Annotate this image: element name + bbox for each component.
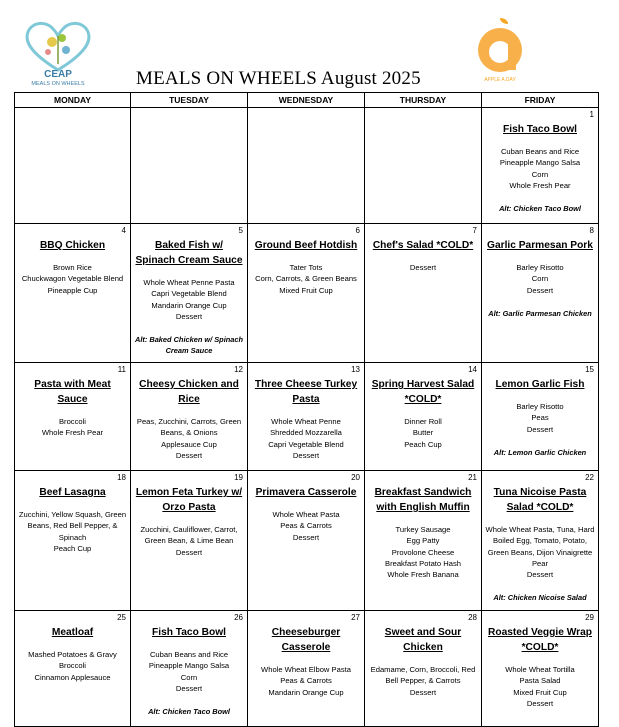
- ceap-logo: [18, 12, 98, 92]
- meal-title: Lemon Garlic Fish: [495, 379, 585, 390]
- day-number: 4: [121, 226, 126, 235]
- day-cell: [365, 224, 482, 363]
- side-item: Dessert: [526, 570, 554, 580]
- side-item: Shredded Mozzarella: [270, 428, 342, 438]
- ceap-logo-name: CEAP: [44, 69, 72, 80]
- day-header-wednesday: WEDNESDAY: [248, 93, 365, 108]
- day-number: 5: [238, 226, 243, 235]
- side-item: Provolone Cheese: [391, 547, 455, 557]
- meal-title: Pasta with Meat Sauce: [34, 379, 111, 405]
- day-cell: [248, 611, 365, 727]
- side-item: Dessert: [175, 311, 203, 321]
- side-item: Corn: [531, 274, 549, 284]
- day-number: 29: [585, 613, 594, 622]
- meal-title: Lemon Feta Turkey w/ Orzo Pasta: [135, 487, 243, 513]
- day-cell: [15, 471, 131, 611]
- side-item: Pineapple Cup: [47, 285, 98, 295]
- day-header-tuesday: TUESDAY: [131, 93, 248, 108]
- meal-title: Sweet and Sour Chicken: [384, 627, 462, 653]
- day-number: 11: [117, 365, 126, 374]
- side-item: Peach Cup: [53, 543, 92, 553]
- meal-title: Primavera Casserole: [255, 487, 357, 498]
- side-item: Zucchini, Yellow Squash, Green Beans, Red Bell Pepper, & Spinach: [18, 510, 127, 542]
- side-item: Dessert: [175, 683, 203, 693]
- side-item: Whole Wheat Penne Pasta: [143, 278, 235, 287]
- side-item: Edamame, Corn, Broccoli, Red Bell Pepper, & Carrots: [370, 665, 476, 686]
- day-cell: [131, 611, 248, 727]
- side-item: Peach Cup: [404, 439, 442, 449]
- meal-title: Fish Taco Bowl: [503, 124, 577, 135]
- side-item: Chuckwagon Vegetable Blend: [21, 274, 124, 284]
- side-item: Whole Fresh Pear: [509, 180, 571, 190]
- side-item: Brown Rice: [53, 263, 92, 272]
- day-number: 18: [117, 473, 126, 482]
- side-item: Tater Tots: [289, 263, 323, 272]
- meal-title: Cheesy Chicken and Rice: [139, 379, 239, 405]
- ceap-logo-line: MEALS ON WHEELS: [31, 81, 85, 87]
- day-cell: [15, 611, 131, 727]
- meal-title: Garlic Parmesan Pork: [487, 240, 593, 251]
- side-item: Dessert: [526, 285, 554, 295]
- week-row: [15, 611, 599, 727]
- side-item: Whole Wheat Tortilla: [505, 665, 575, 674]
- side-item: Dessert: [292, 450, 320, 460]
- week-row: [15, 471, 599, 611]
- day-number: 26: [234, 613, 243, 622]
- day-cell: [131, 108, 248, 224]
- side-item: Capri Vegetable Blend: [268, 439, 344, 449]
- side-item: Dessert: [526, 424, 554, 434]
- day-number: 20: [351, 473, 360, 482]
- side-item: Whole Fresh Pear: [41, 428, 104, 438]
- meal-title: Fish Taco Bowl: [152, 627, 226, 638]
- day-cell: [248, 363, 365, 471]
- week-row: [15, 224, 599, 363]
- day-cell: [248, 108, 365, 224]
- alternate-meal: Alt: Lemon Garlic Chicken: [493, 447, 587, 457]
- meal-title: Ground Beef Hotdish: [254, 240, 358, 251]
- alternate-meal: Alt: Chicken Nicoise Salad: [493, 593, 587, 603]
- day-number: 1: [589, 110, 594, 119]
- meal-title: Cheeseburger Casserole: [271, 627, 341, 653]
- alternate-meal: Alt: Baked Chicken w/ Spinach Cream Sauce: [134, 335, 243, 356]
- side-item: Pasta Salad: [519, 676, 561, 686]
- side-item: Broccoli: [58, 417, 86, 426]
- day-number: 21: [468, 473, 477, 482]
- side-item: Cuban Beans and Rice: [500, 147, 580, 156]
- week-row: [15, 108, 599, 224]
- day-number: 14: [468, 365, 477, 374]
- apple-logo-text: APPLE A DAY: [484, 77, 516, 83]
- day-number: 15: [585, 365, 594, 374]
- day-cell: [131, 363, 248, 471]
- side-item: Whole Wheat Penne: [271, 417, 341, 426]
- side-item: Dessert: [409, 263, 437, 272]
- side-item: Mixed Fruit Cup: [279, 285, 333, 295]
- side-item: Butter: [412, 428, 434, 438]
- day-cell: [365, 108, 482, 224]
- side-item: Whole Wheat Pasta, Tuna, Hard Boiled Egg, Tomato, Potato, Green Beans, Dijon Vinaigrette: [485, 525, 595, 557]
- day-number: 8: [589, 226, 594, 235]
- side-item: Dinner Roll: [404, 417, 442, 426]
- day-cell: [248, 224, 365, 363]
- meal-title: Spring Harvest Salad *COLD*: [371, 379, 475, 405]
- side-item: Egg Patty: [406, 536, 440, 546]
- side-item: Mandarin Orange Cup: [151, 300, 227, 310]
- meal-title: Roasted Veggie Wrap *COLD*: [488, 627, 592, 653]
- side-item: Whole Fresh Banana: [387, 570, 459, 580]
- side-item: Dessert: [526, 698, 554, 708]
- day-cell: [248, 471, 365, 611]
- day-number: 12: [234, 365, 243, 374]
- day-cell: [482, 224, 599, 363]
- side-item: Zucchini, Cauliflower, Carrot, Green Bean, & Lime Bean: [140, 525, 238, 546]
- meal-title: Three Cheese Turkey Pasta: [254, 379, 358, 405]
- day-number: 13: [351, 365, 360, 374]
- day-cell: [15, 363, 131, 471]
- side-item: Corn, Carrots, & Green Beans: [255, 274, 357, 284]
- day-cell: [131, 224, 248, 363]
- side-item: Pear: [531, 558, 549, 568]
- day-header-friday: FRIDAY: [482, 93, 599, 108]
- side-item: Breakfast Potato Hash: [385, 558, 461, 568]
- side-item: Cinnamon Applesauce: [34, 672, 111, 682]
- side-item: Mixed Fruit Cup: [513, 687, 567, 697]
- day-cell: [482, 108, 599, 224]
- day-header-monday: MONDAY: [15, 93, 131, 108]
- day-cell: [15, 108, 131, 224]
- day-number: 6: [355, 226, 360, 235]
- day-cell: [482, 363, 599, 471]
- meal-title: BBQ Chicken: [39, 240, 106, 251]
- day-cell: [365, 611, 482, 727]
- side-item: Whole Wheat Elbow Pasta: [261, 665, 351, 674]
- side-item: Pineapple Mango Salsa: [148, 661, 230, 671]
- alternate-meal: Alt: Chicken Taco Bowl: [148, 707, 230, 717]
- side-item: Barley Risotto: [516, 402, 564, 411]
- side-item: Dessert: [175, 547, 203, 557]
- day-cell: [482, 471, 599, 611]
- day-number: 25: [117, 613, 126, 622]
- day-cell: [365, 363, 482, 471]
- side-item: Dessert: [409, 687, 437, 697]
- day-number: 19: [234, 473, 243, 482]
- side-item: Dessert: [292, 532, 320, 542]
- alternate-meal: Alt: Chicken Taco Bowl: [499, 204, 581, 214]
- side-item: Dessert: [175, 450, 203, 460]
- side-item: Peas & Carrots: [280, 521, 332, 531]
- menu-calendar: [14, 92, 599, 727]
- day-number: 28: [468, 613, 477, 622]
- day-cell: [482, 611, 599, 727]
- day-cell: [15, 224, 131, 363]
- meal-title: Chef's Salad *COLD*: [372, 240, 474, 251]
- side-item: Corn: [180, 672, 198, 682]
- side-item: Turkey Sausage: [395, 525, 451, 534]
- day-number: 7: [472, 226, 477, 235]
- page-title: MEALS ON WHEELS August 2025: [136, 68, 421, 89]
- side-item: Whole Wheat Pasta: [272, 510, 340, 519]
- side-item: Cuban Beans and Rice: [149, 650, 229, 659]
- side-item: Applesauce Cup: [161, 439, 217, 449]
- day-cell: [365, 471, 482, 611]
- side-item: Peas, Zucchini, Carrots, Green Beans, & Onions: [136, 417, 242, 438]
- side-item: Capri Vegetable Blend: [151, 289, 227, 299]
- side-item: Broccoli: [58, 661, 86, 671]
- day-cell: [131, 471, 248, 611]
- meal-title: Breakfast Sandwich with English Muffin: [374, 487, 472, 513]
- alternate-meal: Alt: Garlic Parmesan Chicken: [488, 308, 592, 318]
- side-item: Corn: [531, 169, 549, 179]
- day-header-thursday: THURSDAY: [365, 93, 482, 108]
- meal-title: Beef Lasagna: [39, 487, 106, 498]
- day-number: 27: [351, 613, 360, 622]
- meal-title: Baked Fish w/ Spinach Cream Sauce: [135, 240, 243, 266]
- side-item: Mashed Potatoes & Gravy: [28, 650, 117, 659]
- side-item: Mandarin Orange Cup: [268, 687, 344, 697]
- day-number: 22: [585, 473, 594, 482]
- meal-title: Tuna Nicoise Pasta Salad *COLD*: [493, 487, 587, 513]
- side-item: Peas & Carrots: [280, 676, 332, 686]
- side-item: Barley Risotto: [516, 263, 564, 272]
- week-row: [15, 363, 599, 471]
- side-item: Pineapple Mango Salsa: [499, 158, 581, 168]
- meal-title: Meatloaf: [51, 627, 94, 638]
- apple-logo: [470, 14, 530, 84]
- side-item: Peas: [531, 413, 549, 423]
